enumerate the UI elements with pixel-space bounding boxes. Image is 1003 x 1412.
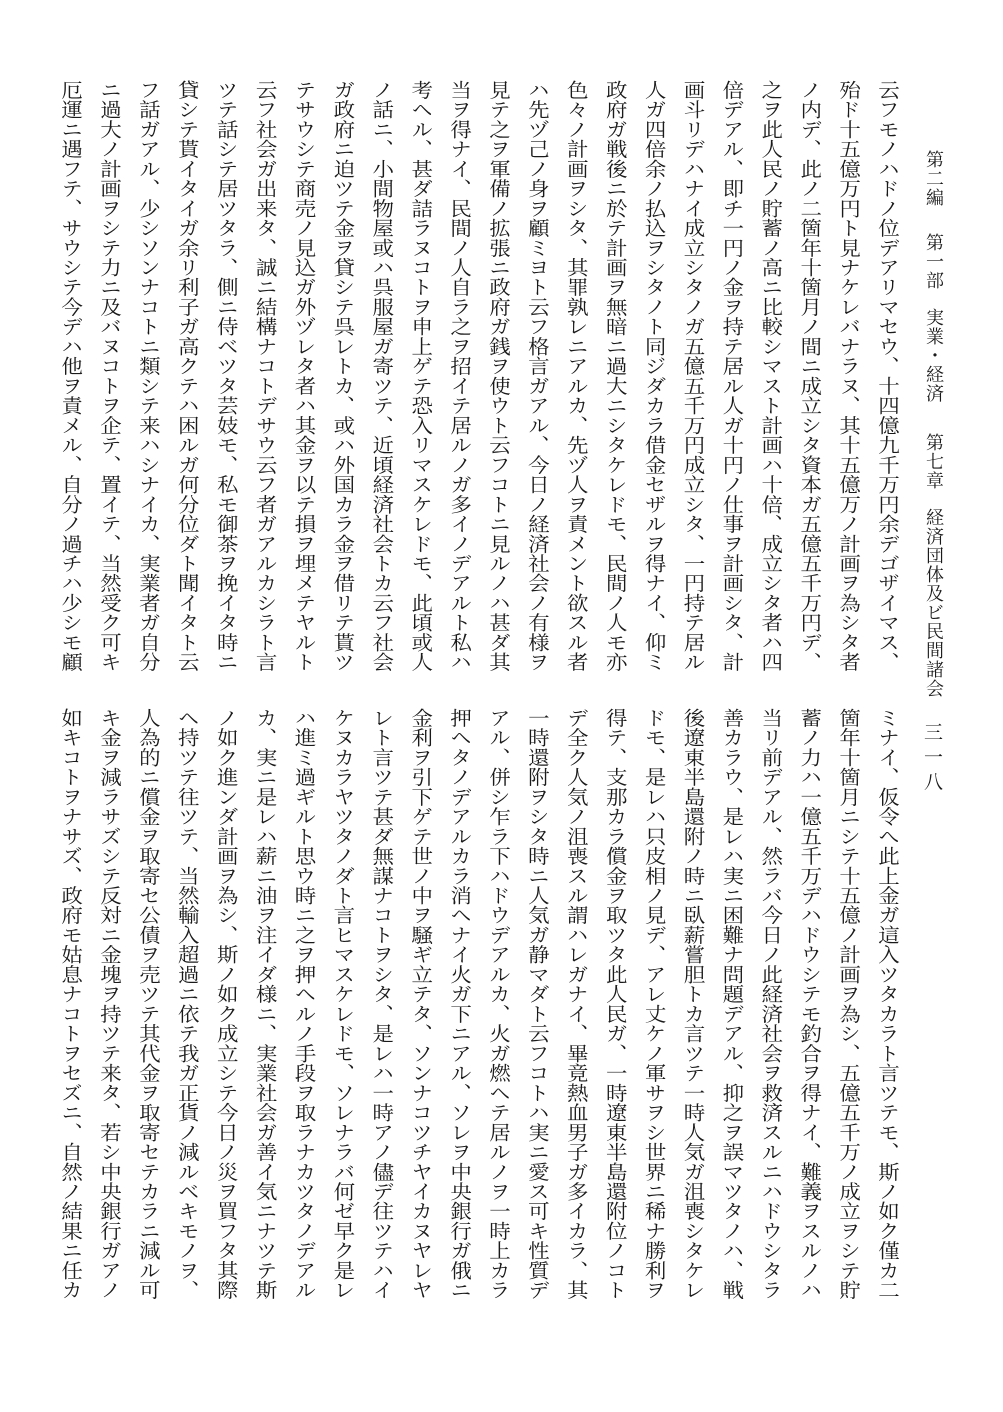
text-column: ツテ話シテ居ツタラ、側ニ侍ベツタ芸妓モ、私モ御茶ヲ挽イタ時ニ <box>213 80 239 672</box>
text-column: 云フ社会ガ出来タ、誠ニ結構ナコトデサウ云フ者ガアルカシラト言 <box>252 80 278 672</box>
text-column: キ金ヲ減ラサズシテ反対ニ金塊ヲ持ツテ来タ、若シ中央銀行ガアノ <box>96 708 122 1300</box>
text-column: デ全ク人気ノ沮喪スル謂ハレガナイ、畢竟熱血男子ガ多イカラ、其 <box>563 708 589 1300</box>
text-column: 後遼東半島還附ノ時ニ臥薪嘗胆トカ言ツテ一時人気ガ沮喪シタケレ <box>680 708 705 1300</box>
text-column: ノ話ニ、小間物屋或ハ呉服屋ガ寄ツテ、近頃経済社会トカ云フ社会 <box>368 80 394 672</box>
text-column: 画斗リデハナイ成立シタノガ五億五千万円成立シタ、一円持テ居ル <box>680 80 705 672</box>
text-column: ヘ持ツテ往ツテ、当然輸入超過ニ依テ我ガ正貨ノ減ルベキモノヲ、 <box>174 708 200 1300</box>
text-column: レト言ツテ甚ダ無謀ナコトヲシタ、是レハ一時アノ儘デ往ツテハイ <box>368 708 394 1300</box>
running-header <box>924 150 942 698</box>
text-column: 如キコトヲナサズ、政府モ姑息ナコトヲセズニ、自然ノ結果ニ任カ <box>57 708 83 1300</box>
text-column: 政府ガ戦後ニ於テ計画ヲ無暗ニ過大ニシタケレドモ、民間ノ人モ亦 <box>602 80 628 672</box>
text-column: テサウシテ商売ノ見込ガ外ヅレタ者ハ其金ヲ以テ損ヲ埋メテヤルト <box>291 80 316 672</box>
text-column: ノ内デ、此ノ二箇年十箇月ノ間ニ成立シタ資本ガ五億五千万円デ、 <box>796 80 822 672</box>
text-column: 厄運ニ遇フテ、サウシテ今デハ他ヲ責メル、自分ノ過チハ少シモ顧 <box>57 80 83 672</box>
text-column: ドモ、是レハ只皮相ノ見デ、アレ丈ケノ軍サヲシ世界ニ稀ナ勝利ヲ <box>641 708 667 1300</box>
text-column: 之ヲ此人民ノ貯蓄ノ高ニ比較シマスト計画ハ十倍、成立シタ者ハ四 <box>757 80 783 672</box>
text-column: 見テ之ヲ軍備ノ拡張ニ政府ガ銭ヲ使ウト云フコトニ見ルノハ甚ダ其 <box>485 80 511 672</box>
header-section: 第一部 <box>923 233 944 290</box>
text-column: 人ガ四倍余ノ払込ヲシタノト同ジダカラ借金セザルヲ得ナイ、仰ミ <box>641 80 667 672</box>
header-chapter-title: 経済団体及ビ民間諸会 <box>923 508 944 698</box>
text-column: 貸シテ貰イタイガ余リ利子ガ高クテハ困ルガ何分位ダト聞イタト云 <box>174 80 200 672</box>
text-column: 色々ノ計画ヲシタ、其罪孰レニアルカ、先ヅ人ヲ責メント欲スル者 <box>563 80 589 672</box>
header-title: 実業・経済 <box>923 308 944 403</box>
text-column: 云フモノハドノ位デアリマセウ、十四億九千万円余デゴザイマス、 <box>874 80 900 672</box>
text-column: 押ヘタノデアルカラ消ヘナイ火ガ下ニアル、ソレヲ中央銀行ガ俄ニ <box>446 708 472 1300</box>
text-column: カ、実ニ是レハ薪ニ油ヲ注イダ様ニ、実業社会ガ善イ気ニナツテ斯 <box>252 708 278 1300</box>
text-column: 当ヲ得ナイ、民間ノ人自ラ之ヲ招イテ居ルノガ多イノデアルト私ハ <box>446 80 472 672</box>
header-part: 第二編 <box>923 150 944 207</box>
text-column: フ話ガアル、少シソンナコトニ類シテ来ハシナイカ、実業者ガ自分 <box>135 80 161 672</box>
text-column: ハ進ミ過ギルト思ウ時ニ之ヲ押ヘルノ手段ヲ取ラナカツタノデアル <box>291 708 316 1300</box>
text-column: ケヌカラヤツタノダト言ヒマスケレドモ、ソレナラバ何ゼ早ク是レ <box>329 708 355 1300</box>
text-column: ニ過大ノ計画ヲシテ力ニ及バヌコトヲ企テ、置イテ、当然受ク可キ <box>96 80 122 672</box>
text-column: 考ヘル、甚ダ詰ラヌコトヲ申上ゲテ恐入リマスケレドモ、此頃或人 <box>407 80 433 672</box>
text-column: 蓄ノ力ハ一億五千万デハドウシテモ釣合ヲ得ナイ、難義ヲスルノハ <box>796 708 822 1300</box>
text-column: アル、併シ乍ラ下ハドウデアルカ、火ガ燃ヘテ居ルノヲ一時上カラ <box>485 708 511 1300</box>
text-column: 殆ド十五億万円ト見ナケレバナラヌ、其十五億万ノ計画ヲ為シタ者 <box>835 80 861 672</box>
header-chapter: 第七章 <box>923 433 944 490</box>
text-column: ノ如ク進ンダ計画ヲ為シ、斯ノ如ク成立シテ今日ノ災ヲ買フタ其際 <box>213 708 239 1300</box>
page-number: 三一八 <box>921 722 943 797</box>
text-column: 得テ、支那カラ償金ヲ取ツタ此人民ガ、一時遼東半島還附位ノコト <box>602 708 628 1300</box>
text-column: 人為的ニ償金ヲ取寄セ公債ヲ売ツテ其代金ヲ取寄セテカラニ減ル可 <box>135 708 161 1300</box>
text-column: 箇年十箇月ニシテ十五億ノ計画ヲ為シ、五億五千万ノ成立ヲシテ貯 <box>835 708 861 1300</box>
text-column: ミナイ、仮令へ此上金ガ這入ツタカラト言ツテモ、斯ノ如ク僅カ二 <box>874 708 900 1300</box>
text-column: ガ政府ニ迫ツテ金ヲ貸シテ呉レトカ、或ハ外国カラ金ヲ借リテ貰ツ <box>329 80 355 672</box>
text-column: 一時還附ヲシタ時ニ人気ガ静マダト云フコトハ実ニ愛ス可キ性質デ <box>524 708 550 1300</box>
text-column: 当リ前デアル、然ラバ今日ノ此経済社会ヲ救済スルニハドウシタラ <box>757 708 783 1300</box>
text-column: ハ先ヅ己ノ身ヲ顧ミヨト云フ格言ガアル、今日ノ経済社会ノ有様ヲ <box>524 80 550 672</box>
text-column: 倍デアル、即チ一円ノ金ヲ持テ居ル人ガ十円ノ仕事ヲ計画シタ、計 <box>718 80 744 672</box>
text-column: 金利ヲ引下ゲテ世ノ中ヲ騒ギ立テタ、ソンナコツチヤイカヌヤレヤ <box>407 708 433 1300</box>
text-column: 善カラウ、是レハ実ニ困難ナ問題デアル、抑之ヲ誤マツタノハ、戦 <box>718 708 744 1300</box>
